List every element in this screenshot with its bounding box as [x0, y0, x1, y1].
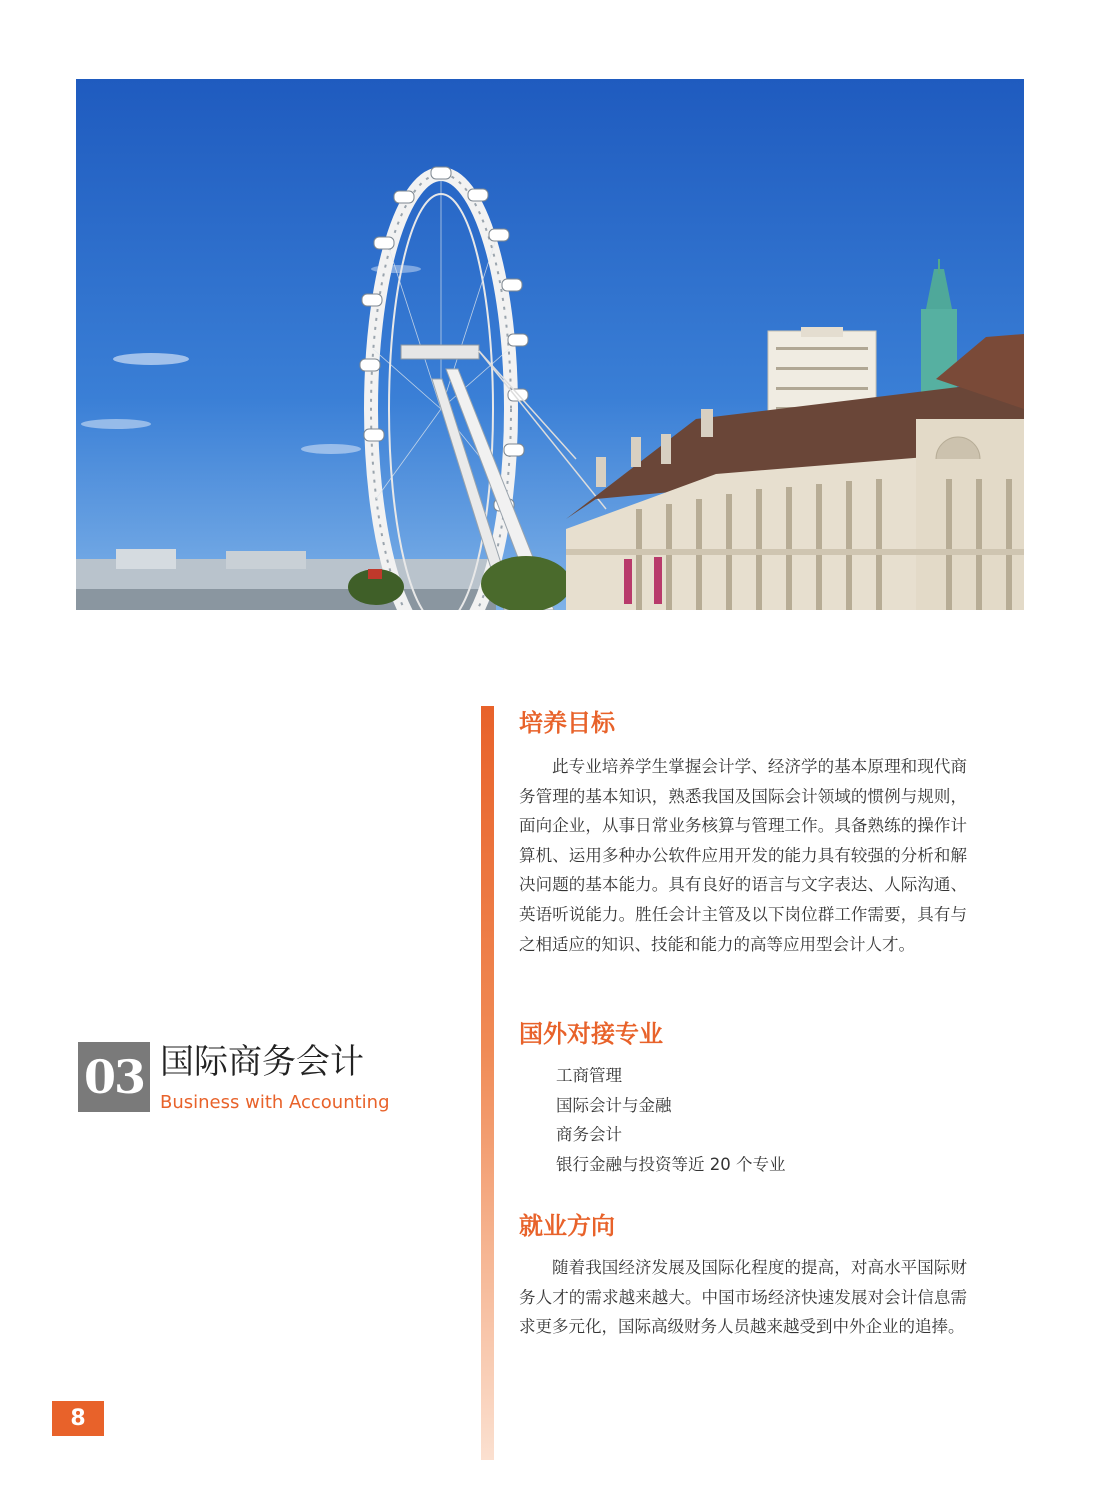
list-item: 银行金融与投资等近 20 个专业 [556, 1154, 786, 1174]
section-title-goal: 培养目标 [519, 709, 615, 737]
major-title-cn: 国际商务会计 [160, 1042, 364, 1082]
major-number-badge: 03 [78, 1042, 150, 1112]
list-item: 商务会计 [556, 1125, 622, 1145]
london-eye-illustration [76, 79, 1024, 610]
page-number: 8 [52, 1401, 104, 1436]
section-title-abroad: 国外对接专业 [519, 1020, 663, 1048]
section-title-career: 就业方向 [519, 1212, 615, 1240]
hero-photo [76, 79, 1024, 610]
section-body-career: 随着我国经济发展及国际化程度的提高，对高水平国际财务人才的需求越来越大。中国市场经济快速发展对会计信息需求更多元化，国际高级财务人员越来越受到中外企业的追捧。 [519, 1258, 967, 1337]
list-item: 工商管理 [556, 1066, 622, 1085]
list-item: 国际会计与金融 [556, 1095, 672, 1115]
major-title-en: Business with Accounting [160, 1092, 390, 1113]
abroad-majors-list [556, 1061, 786, 1179]
section-body-goal: 此专业培养学生掌握会计学、经济学的基本原理和现代商务管理的基本知识，熟悉我国及国际会计领域的惯例与规则，面向企业，从事日常业务核算与管理工作。具备熟练的操作计算机、运用多种办公软件应用开发的能力具有较强的分析和解决问题的基本能力。具有良好的语言与文字表达、人际沟通、英语听说能力。胜任会计主管及以下岗位群工作需要，具有与之相适应的知识、技能和能力的高等应用型会计人才。 [519, 757, 967, 954]
accent-divider [481, 706, 494, 1460]
